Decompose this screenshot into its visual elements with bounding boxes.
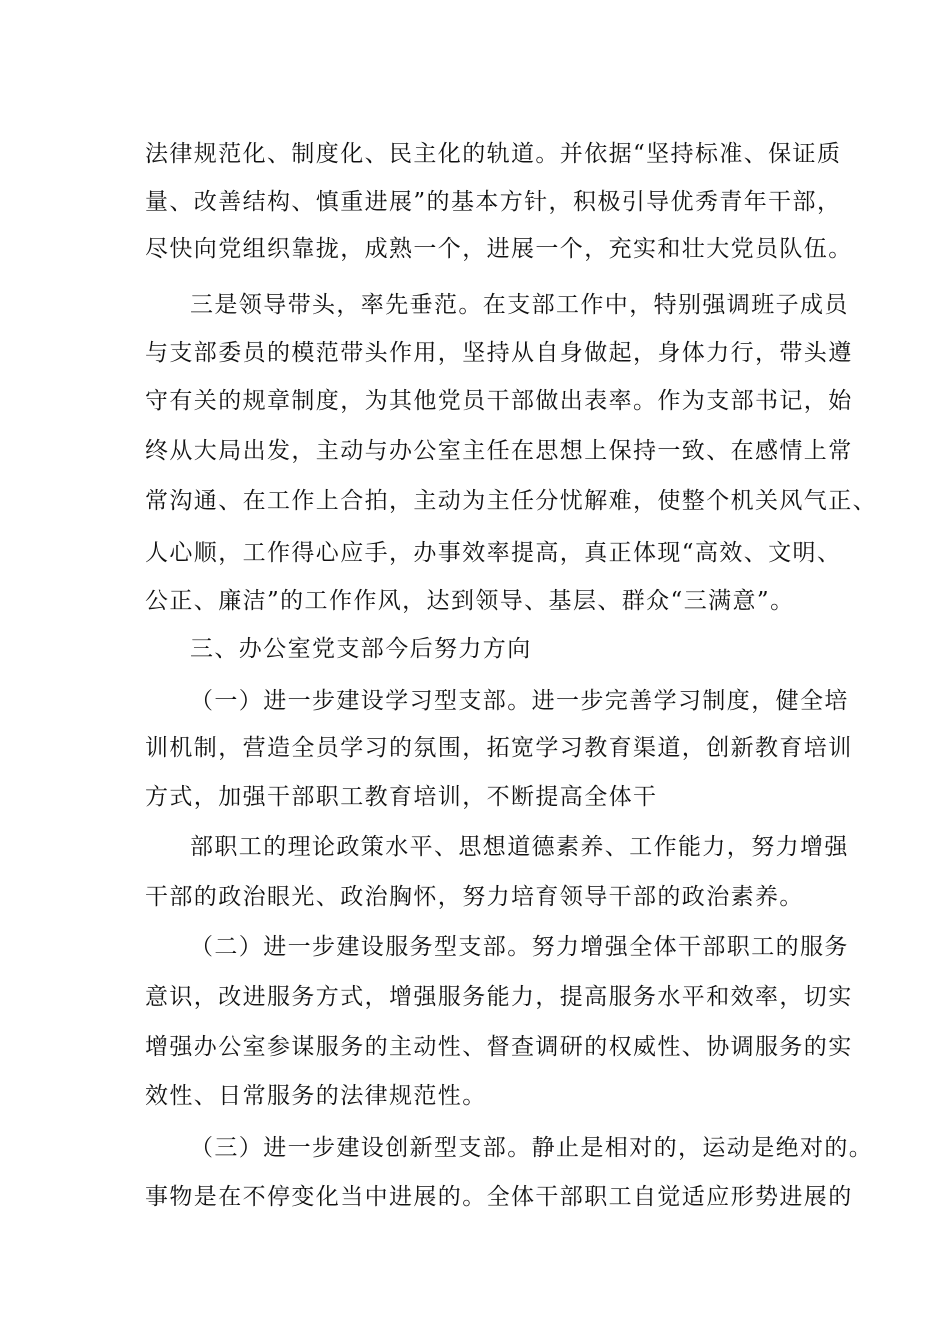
text-line-14: 方式，加强干部职工教育培训，不断提高全体干 bbox=[145, 784, 658, 810]
text-line-17: （二）进一步建设服务型支部。努力增强全体干部职工的服务 bbox=[190, 934, 849, 960]
text-line-22: 事物是在不停变化当中进展的。全体干部职工自觉适应形势进展的 bbox=[145, 1184, 853, 1210]
text-line-3: 尽快向党组织靠拢，成熟一个，进展一个，充实和壮大党员队伍。 bbox=[145, 236, 853, 262]
text-line-4: 三是领导带头，率先垂范。在支部工作中，特别强调班子成员 bbox=[190, 292, 849, 318]
text-line-13: 训机制，营造全员学习的氛围，拓宽学习教育渠道，创新教育培训 bbox=[145, 735, 853, 761]
text-line-6: 守有关的规章制度，为其他党员干部做出表率。作为支部书记，始 bbox=[145, 388, 853, 414]
text-line-18: 意识，改进服务方式，增强服务能力，提高服务水平和效率，切实 bbox=[145, 984, 853, 1010]
section-heading: 三、办公室党支部今后努力方向 bbox=[190, 636, 532, 662]
text-line-7: 终从大局出发，主动与办公室主任在思想上保持一致、在感情上常 bbox=[145, 438, 853, 464]
text-line-21: （三）进一步建设创新型支部。静止是相对的，运动是绝对的。 bbox=[190, 1135, 874, 1161]
text-line-1: 法律规范化、制度化、民主化的轨道。并依据“坚持标准、保证质 bbox=[145, 141, 842, 167]
text-line-12: （一）进一步建设学习型支部。进一步完善学习制度，健全培 bbox=[190, 688, 849, 714]
text-line-8: 常沟通、在工作上合拍，主动为主任分忧解难，使整个机关风气正、 bbox=[145, 488, 877, 514]
text-line-15: 部职工的理论政策水平、思想道德素养、工作能力，努力增强 bbox=[190, 834, 849, 860]
text-line-10: 公正、廉洁”的工作作风，达到领导、基层、群众“三满意”。 bbox=[145, 588, 795, 614]
text-line-20: 效性、日常服务的法律规范性。 bbox=[145, 1083, 487, 1109]
text-line-2: 量、改善结构、慎重进展”的基本方针，积极引导优秀青年干部， bbox=[145, 189, 842, 215]
text-line-9: 人心顺，工作得心应手，办事效率提高，真正体现“高效、文明、 bbox=[145, 540, 842, 566]
text-line-16: 干部的政治眼光、政治胸怀，努力培育领导干部的政治素养。 bbox=[145, 884, 804, 910]
text-line-5: 与支部委员的模范带头作用，坚持从自身做起，身体力行，带头遵 bbox=[145, 340, 853, 366]
text-line-19: 增强办公室参谋服务的主动性、督查调研的权威性、协调服务的实 bbox=[145, 1034, 853, 1060]
